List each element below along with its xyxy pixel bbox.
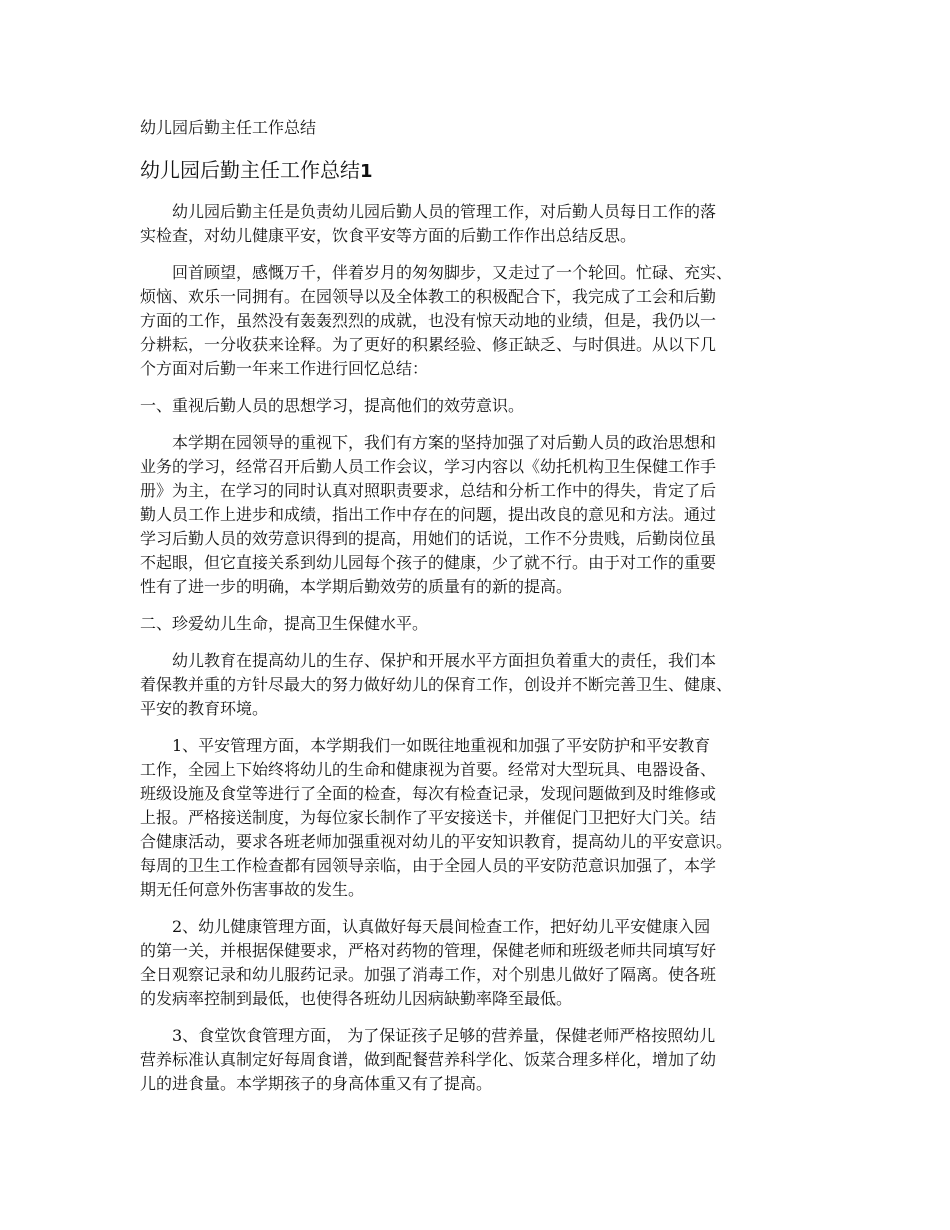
text-line: 个方面对后勤一年来工作进行回忆总结：	[140, 359, 429, 378]
section-heading-number: 1	[360, 161, 373, 182]
text-line: 分耕耘，一分收获来诠释。为了更好的积累经验、修正缺乏、与时俱进。从以下几	[140, 335, 717, 354]
section-heading-text: 幼儿园后勤主任工作总结	[140, 158, 360, 182]
text-line: 实检查，对幼儿健康平安，饮食平安等方面的后勤工作作出总结反思。	[140, 226, 637, 245]
text-line: 的发病率控制到最低，也使得各班幼儿因病缺勤率降至最低。	[140, 989, 573, 1008]
text-line: 勤人员工作上进步和成绩，指出工作中存在的问题，提出改良的意见和方法。通过	[140, 505, 717, 524]
text-line: 方面的工作，虽然没有轰轰烈烈的成就，也没有惊天动地的业绩，但是，我仍以一	[140, 311, 717, 330]
text-line: 回首顾望，感慨万千，伴着岁月的匆匆脚步，又走过了一个轮回。忙碌、充实、	[140, 263, 733, 282]
text-line: 1、平安管理方面，本学期我们一如既往地重视和加强了平安防护和平安教育	[140, 736, 711, 755]
paragraph	[140, 261, 840, 381]
section-heading	[140, 156, 840, 186]
text-line: 工作，全园上下始终将幼儿的生命和健康视为首要。经常对大型玩具、电器设备、	[140, 760, 717, 779]
text-line: 2、幼儿健康管理方面，认真做好每天晨间检查工作，把好幼儿平安健康入园	[140, 917, 711, 936]
text-line: 幼儿教育在提高幼儿的生存、保护和开展水平方面担负着重大的责任，我们本	[140, 651, 717, 670]
text-line: 性有了进一步的明确，本学期后勤效劳的质量有的新的提高。	[140, 577, 573, 596]
section-title	[140, 394, 840, 418]
text-line: 二、珍爱幼儿生命，提高卫生保健水平。	[140, 614, 429, 633]
text-line: 班级设施及食堂等进行了全面的检查，每次有检查记录，发现问题做到及时维修或	[140, 784, 717, 803]
text-line: 的第一关，并根据保健要求，严格对药物的管理，保健老师和班级老师共同填写好	[140, 941, 717, 960]
text-line: 平安的教育环境。	[140, 699, 269, 718]
text-line: 业务的学习，经常召开后勤人员工作会议，学习内容以《幼托机构卫生保健工作手	[140, 457, 717, 476]
document-page	[140, 116, 840, 1109]
document-body	[140, 200, 840, 1096]
text-line: 学习后勤人员的效劳意识得到的提高，用她们的话说，工作不分贵贱，后勤岗位虽	[140, 529, 717, 548]
paragraph	[140, 915, 840, 1011]
text-line: 营养标准认真制定好每周食谱，做到配餐营养科学化、饭菜合理多样化，增加了幼	[140, 1050, 717, 1069]
text-line: 全日观察记录和幼儿服药记录。加强了消毒工作，对个别患儿做好了隔离。使各班	[140, 965, 717, 984]
text-line: 不起眼，但它直接关系到幼儿园每个孩子的健康，少了就不行。由于对工作的重要	[140, 553, 717, 572]
paragraph	[140, 734, 840, 902]
text-line: 册》为主，在学习的同时认真对照职责要求，总结和分析工作中的得失，肯定了后	[140, 481, 717, 500]
text-line: 每周的卫生工作检查都有园领导亲临，由于全园人员的平安防范意识加强了，本学	[140, 856, 717, 875]
text-line: 一、重视后勤人员的思想学习，提高他们的效劳意识。	[140, 396, 525, 415]
text-line: 烦恼、欢乐一同拥有。在园领导以及全体教工的积极配合下，我完成了工会和后勤	[140, 287, 717, 306]
text-line: 幼儿园后勤主任是负责幼儿园后勤人员的管理工作，对后勤人员每日工作的落	[140, 202, 717, 221]
paragraph	[140, 431, 840, 599]
text-line: 上报。严格接送制度，为每位家长制作了平安接送卡，并催促门卫把好大门关。结	[140, 808, 717, 827]
text-line: 3、食堂饮食管理方面， 为了保证孩子足够的营养量，保健老师严格按照幼儿	[140, 1026, 716, 1045]
text-line: 儿的进食量。本学期孩子的身高体重又有了提高。	[140, 1074, 493, 1093]
paragraph	[140, 1024, 840, 1096]
paragraph	[140, 649, 840, 721]
text-line: 着保教并重的方针尽最大的努力做好幼儿的保育工作，创设并不断完善卫生、健康、	[140, 675, 733, 694]
text-line: 合健康活动，要求各班老师加强重视对幼儿的平安知识教育，提高幼儿的平安意识。	[140, 832, 733, 851]
section-title	[140, 612, 840, 636]
text-line: 本学期在园领导的重视下，我们有方案的坚持加强了对后勤人员的政治思想和	[140, 433, 717, 452]
text-line: 期无任何意外伤害事故的发生。	[140, 880, 365, 899]
document-title: 幼儿园后勤主任工作总结	[140, 118, 317, 137]
paragraph	[140, 200, 840, 248]
